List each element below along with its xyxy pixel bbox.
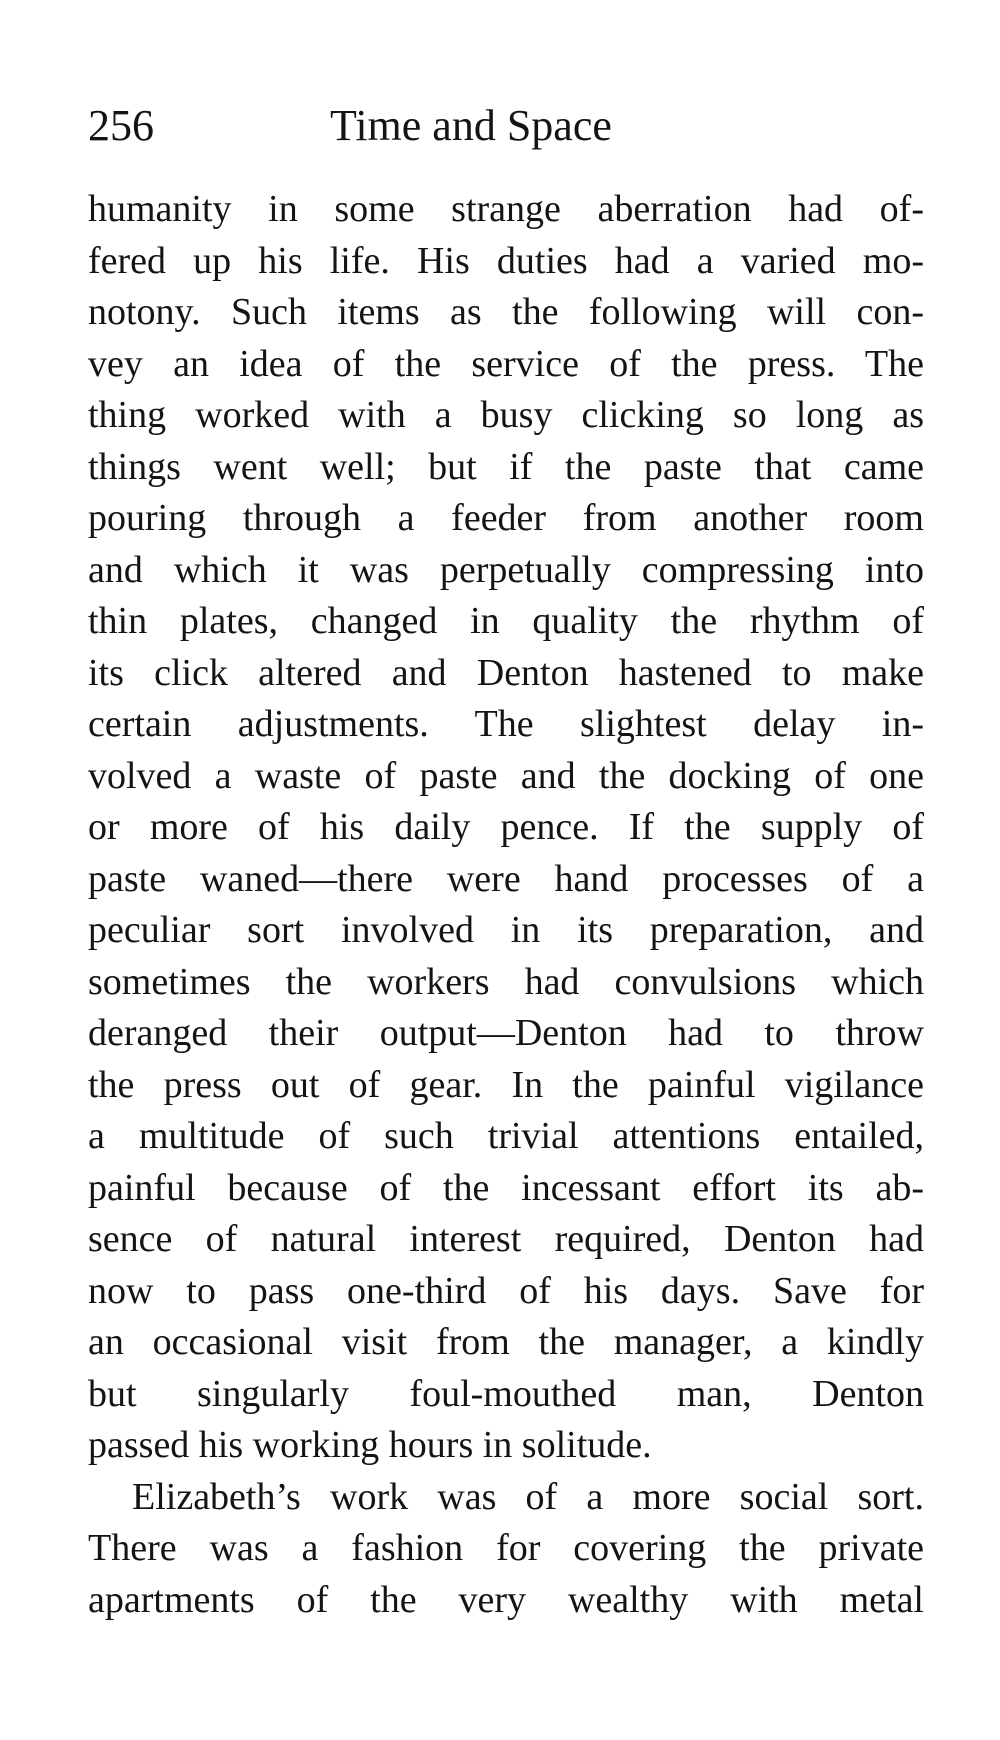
text-line: sometimes the workers had convulsions which: [88, 960, 924, 1003]
text-line: painful because of the incessant effort its ab-: [88, 1166, 924, 1209]
text-line: but singularly foul-mouthed man, Denton: [88, 1372, 924, 1415]
running-title: Time and Space: [330, 101, 612, 150]
text-line: passed his working hours in solitude.: [88, 1424, 652, 1466]
page-number: 256: [88, 101, 154, 150]
text-line: an occasional visit from the manager, a kindly: [88, 1321, 924, 1363]
text-line: now to pass one-third of his days. Save for: [88, 1269, 924, 1312]
text-line: sence of natural interest required, Denton had: [88, 1218, 924, 1260]
text-line: peculiar sort involved in its preparation, and: [88, 909, 924, 951]
running-head: [88, 96, 648, 156]
text-line: certain adjustments. The slightest delay in-: [88, 703, 924, 745]
text-line: fered up his life. His duties had a varied mo-: [88, 239, 924, 282]
text-line: and which it was perpetually compressing into: [88, 548, 924, 591]
text-line: thin plates, changed in quality the rhythm of: [88, 600, 924, 642]
text-line: There was a fashion for covering the private: [88, 1527, 924, 1569]
text-line: humanity in some strange aberration had of-: [88, 188, 924, 230]
text-line: notony. Such items as the following will con-: [88, 291, 924, 333]
text-line: Elizabeth’s work was of a more social sort.: [132, 1475, 924, 1518]
text-line: things went well; but if the paste that came: [88, 445, 924, 488]
text-line: thing worked with a busy clicking so long as: [88, 394, 924, 436]
text-line: a multitude of such trivial attentions entailed,: [88, 1115, 924, 1157]
text-line: paste waned—there were hand processes of a: [88, 857, 924, 900]
text-line: volved a waste of paste and the docking of one: [88, 754, 924, 797]
text-line: the press out of gear. In the painful vigilance: [88, 1063, 924, 1106]
text-line: apartments of the very wealthy with metal: [88, 1578, 924, 1621]
body-text: [88, 184, 924, 1626]
text-line: or more of his daily pence. If the supply of: [88, 806, 924, 848]
text-line: its click altered and Denton hastened to make: [88, 651, 924, 694]
text-line: deranged their output—Denton had to throw: [88, 1012, 924, 1054]
text-line: vey an idea of the service of the press. The: [88, 342, 924, 385]
text-line: pouring through a feeder from another room: [88, 497, 924, 539]
